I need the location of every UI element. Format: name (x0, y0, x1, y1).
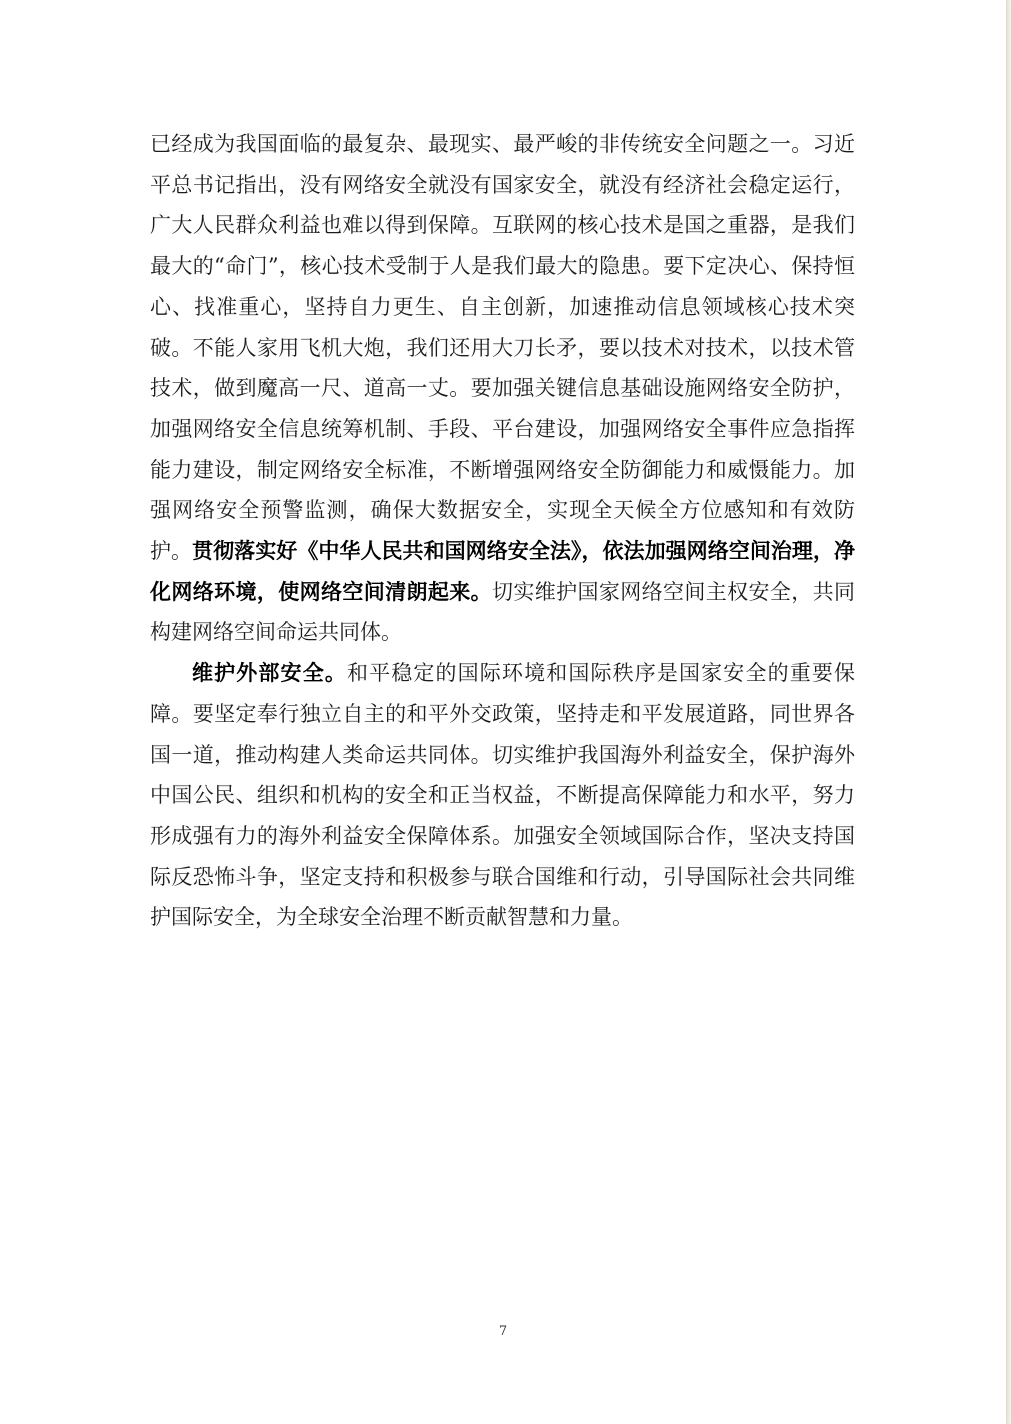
paragraph-1-bold-text: 贯彻落实好《中华人民共和国网络安全法》，依法加强网络空间治理，净化网络环境，使网络空间清朗起来。 (150, 538, 855, 604)
page-number: 7 (498, 1324, 508, 1339)
paragraph-1-text-a: 已经成为我国面临的最复杂、最现实、最严峻的非传统安全问题之一。习近平总书记指出，没有网络安全就没有国家安全，就没有经济社会稳定运行，广大人民群众利益也难以得到保障。互联网的核心技术是国之重器，是我们最大的“命门”，核心技术受制于人是我们最大的隐患。要下定决心、保持恒心、找准重心，坚持自力更生、自主创新，加速推动信息领域核心技术突破。不能人家用飞机大炮，我们还用大刀长矛，要以技术对技术，以技术管技术，做到魔高一尺、道高一丈。要加强关键信息基础设施网络安全防护，加强网络安全信息统筹机制、手段、平台建设，加强网络安全事件应急指挥能力建设，制定网络安全标准，不断增强网络安全防御能力和威慑能力。加强网络安全预警监测，确保大数据安全，实现全天候全方位感知和有效防护。 (150, 132, 855, 564)
paragraph-2-text: 和平稳定的国际环境和国际秩序是国家安全的重要保障。要坚定奉行独立自主的和平外交政策，坚持走和平发展道路，同世界各国一道，推动构建人类命运共同体。切实维护我国海外利益安全，保护海外中国公民、组织和机构的安全和正当权益，不断提高保障能力和水平，努力形成强有力的海外利益安全保障体系。加强安全领域国际合作，坚决支持国际反恐怖斗争，坚定支持和积极参与联合国维和行动，引导国际社会共同维护国际安全，为全球安全治理不断贡献智慧和力量。 (150, 661, 856, 930)
paragraph-network-security (150, 124, 855, 653)
paragraph-1-text-b: 切实维护国家网络空间主权安全，共同构建网络空间命运共同体。 (150, 579, 855, 645)
body-text (150, 124, 855, 938)
paragraph-external-security (150, 653, 855, 938)
paragraph-2-heading: 维护外部安全。 (192, 660, 347, 686)
